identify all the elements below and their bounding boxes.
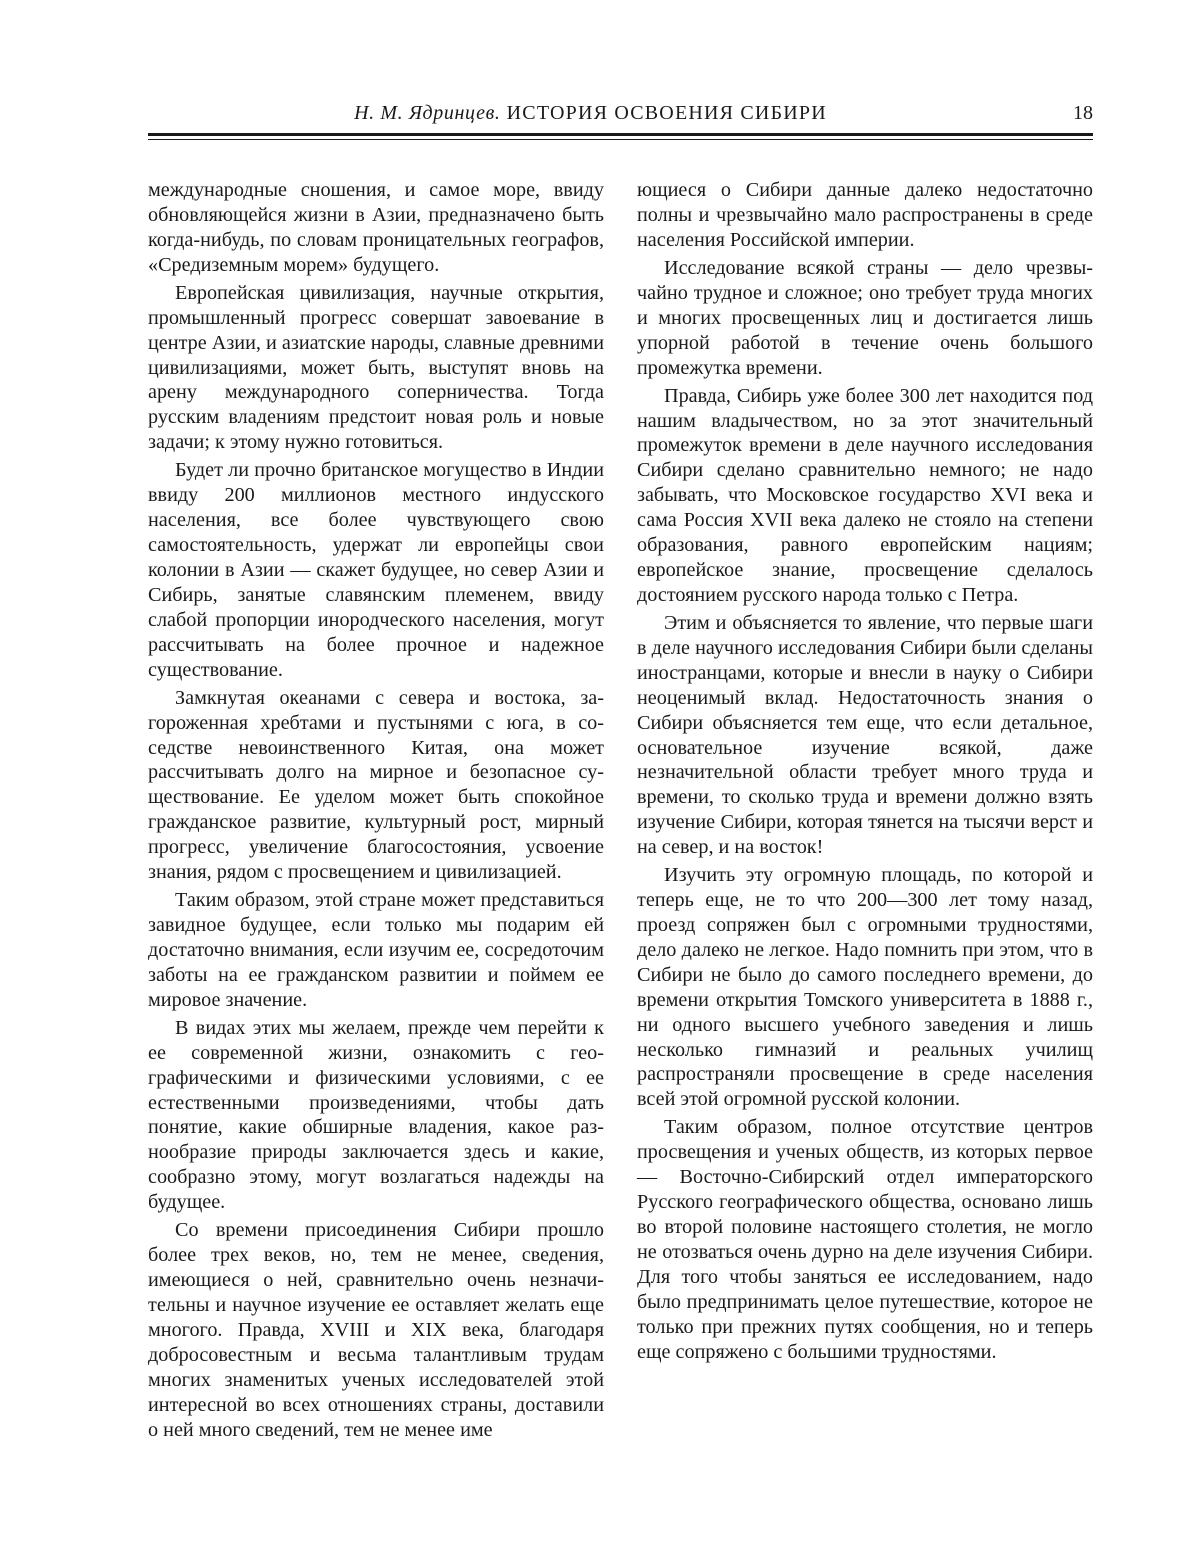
paragraph: Исследование всякой страны — дело чрезвычайно трудное и сложное; оно требует труда многих и многих просвещенных лиц и достигается лишь упорной работой в течение очень большого промежутка времени.	[637, 256, 1093, 379]
paragraph: Таким образом, этой стране может представиться завидное будущее, если только мы подарим ей достаточно внимания, если изучим ее, сосредоточим заботы на ее гражданском развитии и поймем ее мировое значение.	[148, 889, 604, 1011]
paragraph: Будет ли прочно британское могущество в Индии ввиду 200 миллионов местного индусского населения, все более чувствующего свою самостоятельность, удержат ли европейцы свои колонии в Азии — скажет будущее, но север Азии и Сибирь, занятые славянским племенем, ввиду слабой пропорции инородческого населения, могут рассчитывать на более прочное и надежное существование.	[148, 459, 604, 681]
paragraph: международные сношения, и самое море, ввиду обновляющейся жизни в Азии, предназначено быть когда-нибудь, по словам проницательных географов, «Средиземным морем» будущего.	[148, 179, 604, 276]
header-rule-thick	[148, 133, 1093, 136]
paragraph: Европейская цивилизация, научные открытия, промышленный прогресс совершат завоевание в центре Азии, и азиатские народы, славные древними цивилизациями, может быть, выступят вновь на арену международного соперничества. Тогда русским владениям предстоит новая роль и новые задачи; к этому нужно готовиться.	[148, 281, 604, 454]
paragraph: Этим и объясняется то явление, что первые шаги в деле научного исследования Сибири были сделаны иностранцами, которые и внесли в науку о Сибири неоценимый вклад. Недостаточность знания о Сибири объясняется тем еще, что если детальное, основательное изучение всякой, даже незначительной области требует много труда и времени, то сколько труда и времени должно взять изучение Сибири, которая тянется на тысячи верст и на север, и на восток!	[637, 611, 1093, 859]
paragraph: ющиеся о Сибири данные далеко недостаточно полны и чрезвычайно мало распространены в среде населения Российской империи.	[637, 179, 1093, 251]
header-title: ИСТОРИЯ ОСВОЕНИЯ СИБИРИ	[506, 102, 827, 124]
paragraph: Изучить эту огромную площадь, по которой и теперь еще, не то что 200—300 лет тому назад, проезд сопряжен был с огромными трудностями, дело далеко не легкое. Надо помнить при этом, что в Сибири не было до самого последнего времени, до времени открытия Томского университета в 1888 г., ни одного высшего учебного заведения и лишь несколько гимназий и реальных училищ распространяли просвещение в среде населения всей этой огромной русской колонии.	[637, 864, 1093, 1111]
left-column	[148, 178, 604, 1446]
right-column	[637, 178, 1093, 1368]
paragraph: Правда, Сибирь уже более 300 лет находится под нашим владычеством, но за этот значительный промежуток времени в деле научного исследования Сибири сделано сравнительно немного; не надо забывать, что Московское государство XVI века и сама Россия XVII века далеко не стояло на степени образования, равного европейским нациям; европейское знание, просвещение сделалось достоянием русского народа только с Петра.	[637, 384, 1093, 606]
running-header	[148, 100, 1093, 132]
paragraph: В видах этих мы желаем, прежде чем перейти к ее современной жизни, ознакомить с географическими и физическими условиями, с ее естественными произведениями, чтобы дать понятие, какие обширные владения, какое разнообразие природы заключается здесь и какие, сообразно этому, могут возлагаться надежды на будущее.	[148, 1016, 604, 1214]
paragraph: Со времени присоединения Сибири прошло более трех веков, но, тем не менее, сведения, имеющиеся о ней, сравнительно очень незначительны и научное изучение ее оставляет желать еще многого. Правда, XVIII и XIX века, благодаря добросовестным и весьма талантливым трудам многих знаменитых ученых исследователей этой интересной во всех отношениях страны, доставили о ней много сведений, тем не менее име	[148, 1219, 604, 1441]
header-rule-thin	[148, 139, 1093, 140]
page-number: 18	[1073, 102, 1093, 124]
paragraph: Таким образом, полное отсутствие центров просвещения и ученых обществ, из которых первое — Восточно-Сибирский отдел императорского Русского географического общества, основано лишь во второй половине настоящего столетия, не могло не отозваться очень дурно на деле изучения Сибири. Для того чтобы заняться ее исследованием, надо было предпринимать целое путешествие, которое не только при прежних путях сообщения, но и теперь еще сопряжено с большими трудностями.	[637, 1116, 1093, 1363]
paragraph: Замкнутая океанами с севера и востока, загороженная хребтами и пустынями с юга, в соседстве невоинственного Китая, она может рассчитывать долго на мирное и безопасное существование. Ее уделом может быть спокойное гражданское развитие, культурный рост, мирный прогресс, увеличение благосостояния, усвоение знания, рядом с просвещением и цивилизацией.	[148, 686, 604, 884]
header-author: Н. М. Ядринцев.	[354, 102, 501, 124]
running-title	[148, 102, 1033, 125]
